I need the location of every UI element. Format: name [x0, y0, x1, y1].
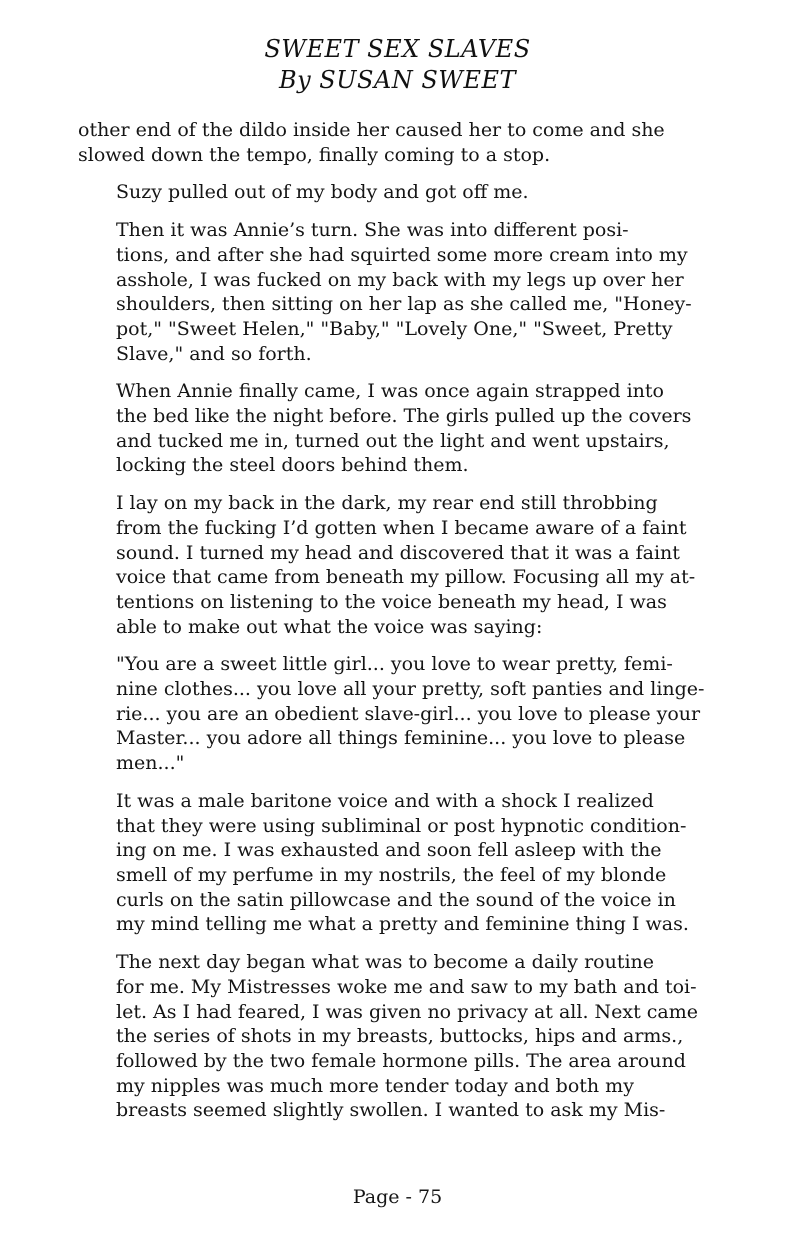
text-line: tions, and after she had squirted some more cream into my: [116, 243, 688, 266]
text-line: men...": [116, 752, 185, 775]
paragraph: [78, 789, 726, 937]
text-line: and tucked me in, turned out the light and went upstairs,: [116, 429, 670, 452]
text-line: from the fucking I’d gotten when I became aware of a faint: [116, 516, 687, 539]
text-line: asshole, I was fucked on my back with my legs up over her: [116, 268, 684, 291]
paragraph: [78, 491, 726, 639]
text-line: It was a male baritone voice and with a shock I realized: [116, 789, 654, 812]
text-line: rie... you are an obedient slave-girl... you love to please your: [116, 702, 701, 725]
text-line: voice that came from beneath my pillow. Focusing all my at-: [116, 566, 696, 589]
paragraph: [78, 652, 726, 776]
text-line: smell of my perfume in my nostrils, the feel of my blonde: [116, 863, 667, 886]
text-line: sound. I turned my head and discovered that it was a faint: [116, 541, 680, 564]
text-line: breasts seemed slightly swollen. I wanted to ask my Mis-: [116, 1099, 666, 1122]
paragraph: [78, 218, 726, 366]
text-line: followed by the two female hormone pills. The area around: [116, 1049, 686, 1072]
paragraph: [78, 379, 726, 478]
running-header: [0, 34, 795, 96]
text-line: able to make out what the voice was saying:: [116, 615, 543, 638]
text-line: the bed like the night before. The girls pulled up the covers: [116, 405, 692, 428]
text-line: slowed down the tempo, finally coming to a stop.: [78, 143, 551, 166]
text-line: When Annie finally came, I was once again strapped into: [116, 380, 664, 403]
text-line: other end of the dildo inside her caused her to come and she: [78, 119, 665, 141]
text-line: for me. My Mistresses woke me and saw to my bath and toi-: [116, 975, 697, 998]
paragraph: [78, 180, 726, 205]
text-line: Slave," and so forth.: [116, 342, 312, 365]
text-line: I lay on my back in the dark, my rear end still throbbing: [116, 492, 658, 515]
book-author: By SUSAN SWEET: [278, 66, 517, 94]
text-line: curls on the satin pillowcase and the sound of the voice in: [116, 888, 676, 911]
paragraph: [78, 118, 726, 167]
page-number: Page - 75: [352, 1186, 443, 1208]
text-line: pot," "Sweet Helen," "Baby," "Lovely One," "Sweet, Pretty: [116, 317, 673, 340]
text-line: Master... you adore all things feminine... you love to please: [116, 727, 686, 750]
book-title: SWEET SEX SLAVES: [264, 35, 531, 63]
text-line: that they were using subliminal or post hypnotic condition-: [116, 814, 687, 837]
text-line: tentions on listening to the voice beneath my head, I was: [116, 590, 667, 613]
text-line: let. As I had feared, I was given no privacy at all. Next came: [116, 1000, 699, 1023]
text-line: Then it was Annie’s turn. She was into different posi-: [116, 219, 629, 242]
text-line: nine clothes... you love all your pretty, soft panties and linge-: [116, 678, 705, 701]
text-line: Suzy pulled out of my body and got off me.: [116, 181, 529, 204]
body-text: [78, 118, 726, 1136]
text-line: The next day began what was to become a daily routine: [116, 951, 655, 974]
text-line: shoulders, then sitting on her lap as she called me, "Honey-: [116, 293, 692, 316]
text-line: locking the steel doors behind them.: [116, 454, 469, 477]
text-line: the series of shots in my breasts, buttocks, hips and arms.,: [116, 1025, 684, 1048]
text-line: ing on me. I was exhausted and soon fell asleep with the: [116, 839, 662, 862]
paragraph: [78, 950, 726, 1123]
text-line: my nipples was much more tender today and both my: [116, 1074, 634, 1097]
text-line: my mind telling me what a pretty and feminine thing I was.: [116, 913, 689, 936]
text-line: "You are a sweet little girl... you love to wear pretty, femi-: [116, 653, 673, 676]
